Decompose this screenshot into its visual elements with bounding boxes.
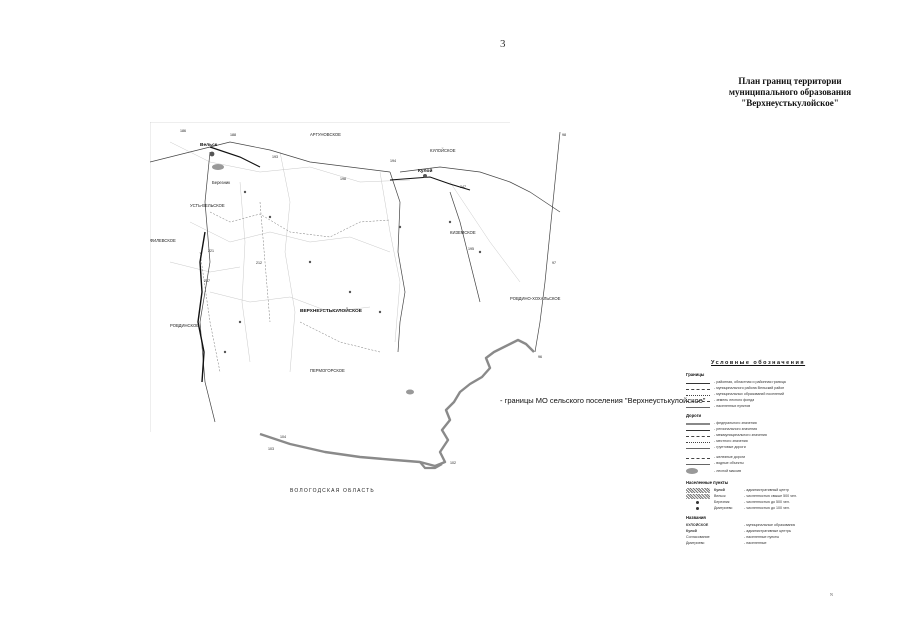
legend-item: Березник - численностью до 500 чел. — [686, 499, 861, 505]
legend-item: Вельск - численностью свыше 500 чел. — [686, 493, 861, 499]
neighbor-label-1: АРГУНОВСКОЕ — [310, 132, 341, 137]
boundary-number: 97 — [552, 261, 556, 265]
municipality-boundary — [260, 340, 534, 466]
road-symbol-icon — [686, 434, 710, 437]
neighbor-label-3: УСТЬ-ВЕЛЬСКОЕ — [190, 203, 225, 208]
main-area-label: ВЕРХНЕУСТЬКУЛОЙСКОЕ — [300, 309, 362, 314]
forest-symbol-icon — [686, 468, 698, 474]
legend-item: Дмитриево - населенные — [686, 541, 767, 545]
boundary-number: 188 — [230, 133, 236, 137]
map-title-line-3: "Верхнеустькулойское" — [741, 98, 839, 108]
road-symbol-icon — [686, 440, 710, 443]
neighbor-label-6: КИЗЕМСКОЕ — [450, 230, 476, 235]
neighbor-label-5: РОВДИНСКОЕ — [170, 323, 199, 328]
settlement-dot-icon — [696, 507, 699, 510]
legend-item: - муниципальных образований поселений — [686, 391, 861, 397]
territory-map — [150, 122, 590, 502]
legend-item: КУЛОЙСКОЕ - муниципальные образования — [686, 523, 796, 527]
legend-item: Дмитриево - численностью до 100 чел. — [686, 505, 861, 511]
road-symbol-icon — [686, 446, 710, 449]
legend-section-heading: Названия — [686, 515, 706, 520]
neighbor-label-8: РОВДИНО-ХОХАЛЬСКОЕ — [510, 296, 561, 301]
settlement-dot-icon — [696, 501, 699, 504]
line-symbol-icon — [686, 381, 710, 384]
boundary-number: 198 — [340, 177, 346, 181]
boundary-number: 193 — [272, 155, 278, 159]
north-mark: N — [830, 592, 833, 597]
neighbor-label-2: КУЛОЙСКОЕ — [430, 148, 456, 153]
legend-item: - местного значения — [686, 438, 861, 444]
legend-section-heading: Границы — [686, 372, 705, 377]
road-symbol-icon — [686, 428, 710, 431]
settlement-symbol-icon — [686, 494, 710, 499]
boundary-number: 186 — [180, 129, 186, 133]
legend — [686, 360, 861, 546]
line-symbol-icon — [686, 393, 710, 396]
region-label: ВОЛОГОДСКАЯ ОБЛАСТЬ — [290, 488, 375, 494]
boundary-note: - границы МО сельского поселения "Верхнеустькулойское" — [500, 396, 706, 405]
neighbor-label-7: ПЕРМОГОРСКОЕ — [310, 368, 345, 373]
legend-item: - железные дороги — [686, 454, 861, 460]
road-symbol-icon — [686, 421, 710, 425]
settlement-symbol-icon — [686, 488, 710, 493]
line-symbol-icon — [686, 405, 710, 408]
legend-item: - населенных пунктов — [686, 403, 861, 409]
line-symbol-icon — [686, 399, 710, 402]
railway-symbol-icon — [686, 456, 710, 459]
legend-item: Кулой - административные центры — [686, 529, 792, 533]
boundary-number: 103 — [268, 447, 274, 451]
neighbor-label-4: ФИЛЕВСКОЕ — [150, 238, 176, 243]
water-symbol-icon — [686, 462, 710, 465]
place-label-3: Березник — [212, 180, 231, 185]
boundary-number: 212 — [256, 261, 262, 265]
legend-item: - районная, областная и районная граница — [686, 379, 861, 385]
boundary-number: 104 — [280, 435, 286, 439]
legend-item: Согласование - населенные пункты — [686, 535, 780, 539]
map-title — [700, 76, 880, 109]
legend-item: - межмуниципального значения — [686, 432, 861, 438]
legend-section-heading: Населенные пункты — [686, 480, 729, 485]
legend-section-heading: Дороги — [686, 413, 702, 418]
map-title-line-1: План границ территории — [738, 76, 842, 86]
boundary-number: 247 — [460, 185, 466, 189]
boundary-number: 98 — [562, 133, 566, 137]
boundary-number: 102 — [450, 461, 456, 465]
legend-item: - регионального значения — [686, 426, 861, 432]
legend-item: Кулой - административный центр — [686, 487, 861, 493]
place-label-2: Вельск — [200, 143, 218, 148]
page-number: 3 — [500, 38, 506, 50]
legend-title: Условные обозначения — [711, 360, 806, 366]
legend-item: - муниципального района Вельский район — [686, 385, 861, 391]
place-label-1: Кулой — [418, 169, 433, 174]
boundary-number: 195 — [468, 247, 474, 251]
boundary-number: 96 — [538, 355, 542, 359]
legend-item: - лесной массив — [686, 466, 861, 476]
boundary-number: 194 — [390, 159, 396, 163]
legend-item: - водные объекты — [686, 460, 861, 466]
map-title-line-2: муниципального образования — [728, 87, 852, 97]
legend-item: - грунтовые дороги — [686, 444, 861, 450]
legend-item: - федерального значения — [686, 420, 861, 426]
boundary-number: 221 — [208, 249, 214, 253]
boundary-number: 237 — [204, 279, 210, 283]
legend-item: - земель лесного фонда — [686, 397, 861, 403]
line-symbol-icon — [686, 387, 710, 390]
